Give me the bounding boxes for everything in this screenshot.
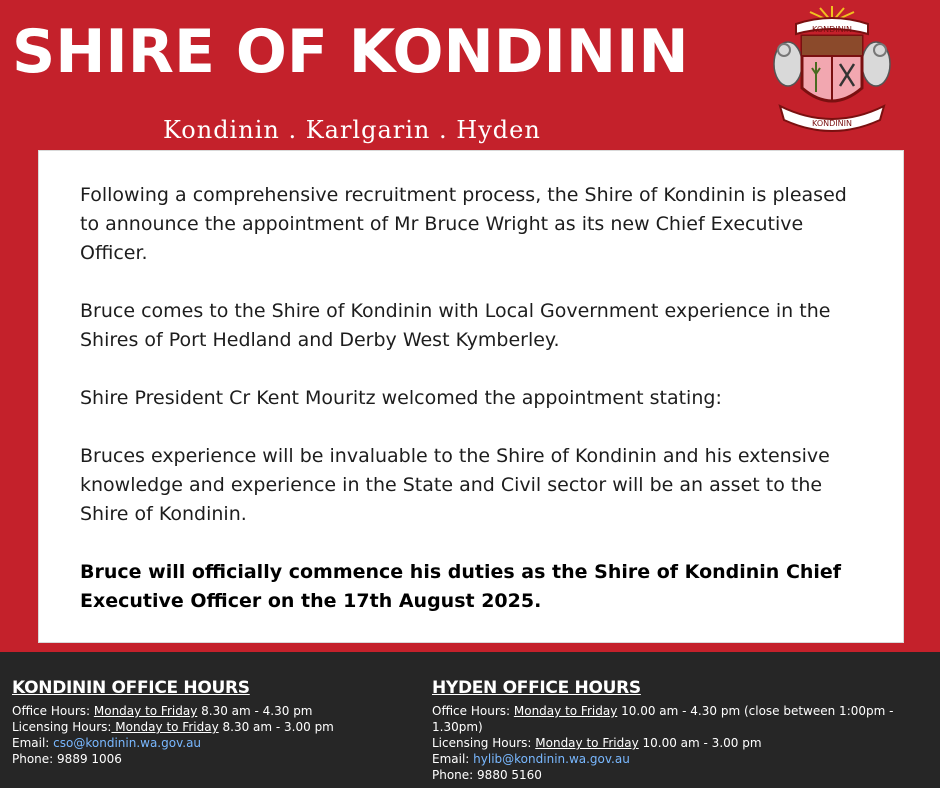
kondinin-phone-row [12, 751, 334, 767]
hyden-office-hours-row [432, 703, 940, 735]
announcement-paragraph-1: Following a comprehensive recruitment process, the Shire of Kondinin is pleased to announce the appointment of Mr Bruce Wright as its new Chief Executive Officer. [80, 184, 847, 264]
hyden-phone-row [432, 767, 940, 783]
times: 8.30 am - 4.30 pm [201, 704, 313, 718]
hyden-email-row [432, 751, 940, 767]
announcement-paragraph-2: Bruce comes to the Shire of Kondinin with Local Government experience in the Shires of Port Hedland and Derby West Kymberley. [80, 300, 831, 351]
hyden-heading: HYDEN OFFICE HOURS [432, 678, 641, 698]
label: Licensing Hours: [432, 736, 532, 750]
shire-crest-logo [768, 2, 896, 140]
days: Monday to Friday [535, 736, 639, 750]
announcement-paragraph-5: Bruce will officially commence his duties as the Shire of Kondinin Chief Executive Officer on the 17th August 2025. [80, 561, 842, 612]
hyden-office-hours [432, 678, 940, 783]
announcement-panel [38, 150, 904, 643]
phone-number: 9880 5160 [477, 768, 542, 782]
kondinin-email-row [12, 735, 334, 751]
label: Phone: [12, 752, 54, 766]
kondinin-office-hours-row [12, 703, 334, 719]
kondinin-licensing-hours-row [12, 719, 334, 735]
kondinin-office-hours [12, 678, 334, 767]
crest-bottom-text: KONDININ [812, 119, 852, 128]
footer [0, 652, 940, 788]
kondinin-heading: KONDININ OFFICE HOURS [12, 678, 250, 698]
hyden-email-link[interactable]: hylib@kondinin.wa.gov.au [473, 752, 630, 766]
phone-number: 9889 1006 [57, 752, 122, 766]
page-title: SHIRE OF KONDININ [12, 17, 689, 87]
hyden-licensing-hours-row [432, 735, 940, 751]
crest-top-text: KONDININ [812, 25, 852, 34]
label: Email: [12, 736, 50, 750]
label: Phone: [432, 768, 474, 782]
times: 10.00 am - 4.30 pm (close between 1:00pm - 1.30pm) [432, 704, 894, 734]
announcement-paragraph-4: Bruces experience will be invaluable to the Shire of Kondinin and his extensive knowledge and experience in the State and Civil sector will be an asset to the Shire of Kondinin. [80, 445, 830, 525]
times: 8.30 am - 3.00 pm [222, 720, 334, 734]
days: Monday to Friday [111, 720, 219, 734]
days: Monday to Friday [513, 704, 618, 718]
days: Monday to Friday [93, 704, 198, 718]
announcement-paragraph-3: Shire President Cr Kent Mouritz welcomed the appointment stating: [80, 387, 722, 409]
page-subtitle: Kondinin . Karlgarin . Hyden [163, 116, 541, 144]
kondinin-email-link[interactable]: cso@kondinin.wa.gov.au [53, 736, 202, 750]
times: 10.00 am - 3.00 pm [642, 736, 762, 750]
label: Licensing Hours: [12, 720, 112, 734]
label: Email: [432, 752, 470, 766]
label: Office Hours: [12, 704, 91, 718]
label: Office Hours: [432, 704, 511, 718]
